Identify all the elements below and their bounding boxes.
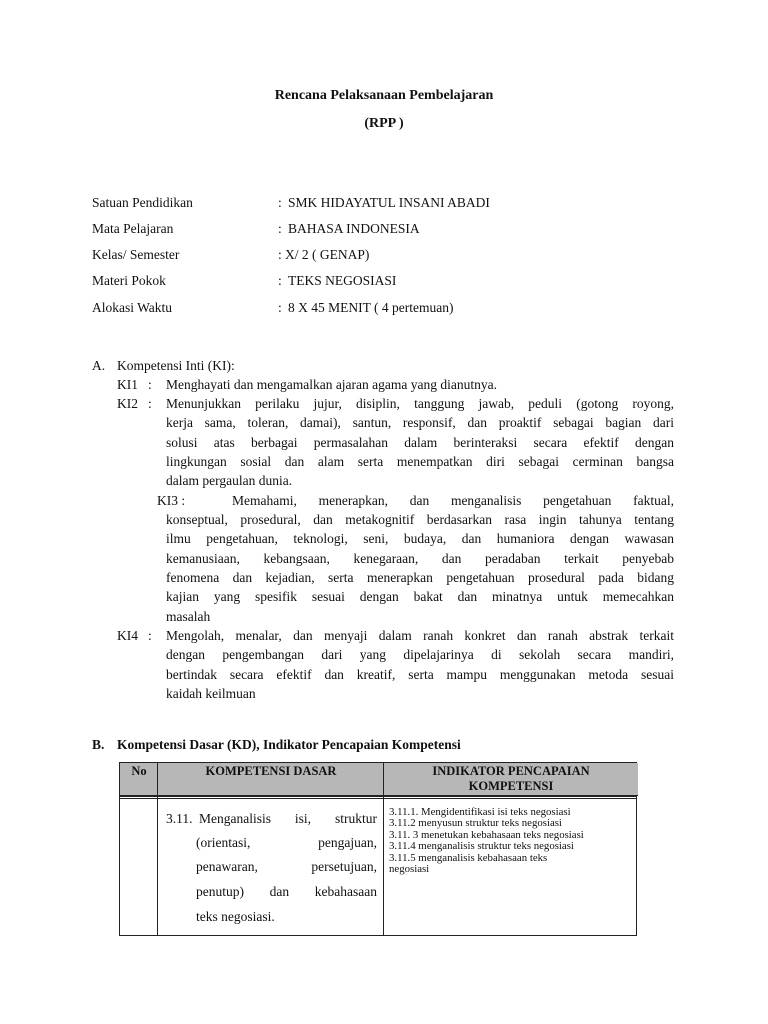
kd-word: dan bbox=[269, 884, 290, 899]
ki1-text: Menghayati dan mengamalkan ajaran agama yang dianutnya. bbox=[166, 377, 497, 392]
ki4-line: dengan pengembangan dari yang dipelajarinya di sekolah secara mandiri, bbox=[166, 647, 674, 662]
ki3-line: kajian yang spesifik sesuai dengan bakat dan minatnya untuk memecahkan bbox=[166, 589, 674, 604]
kd-text-line bbox=[196, 835, 377, 851]
indicator-item: 3.11.1. Mengidentifikasi isi teks negosiasi bbox=[389, 806, 571, 818]
ki3-line: Memahami, menerapkan, dan menganalisis pengetahuan faktual, bbox=[232, 493, 674, 508]
identity-colon: : bbox=[278, 195, 282, 210]
ki2-line: dalam pergaulan dunia. bbox=[166, 473, 293, 488]
column-divider bbox=[157, 763, 158, 935]
ki2-label: KI2 bbox=[117, 396, 138, 411]
section-b-marker: B. bbox=[92, 737, 105, 752]
section-a-heading: Kompetensi Inti (KI): bbox=[117, 358, 235, 373]
identity-label: Mata Pelajaran bbox=[92, 221, 174, 236]
kd-word: penawaran, bbox=[196, 859, 258, 874]
kd-number: 3.11. bbox=[166, 811, 193, 826]
section-a-marker: A. bbox=[92, 358, 106, 373]
header-indikator-line2: KOMPETENSI bbox=[468, 779, 554, 793]
kd-text-line bbox=[196, 859, 377, 875]
ki3-line: fenomena dan kejadian, serta menerapkan pengetahuan prosedural pada bidang bbox=[166, 570, 674, 585]
ki2-colon: : bbox=[148, 396, 152, 411]
ki3-label: KI3 : bbox=[157, 493, 186, 508]
indicator-item: negosiasi bbox=[389, 863, 430, 876]
kd-text-line: teks negosiasi. bbox=[196, 909, 275, 924]
ki4-colon: : bbox=[148, 628, 152, 643]
indicator-item: 3.11. 3 menetukan kebahasaan teks negosiasi bbox=[389, 828, 584, 841]
identity-label: Kelas/ Semester bbox=[92, 247, 180, 262]
identity-value-topic: TEKS NEGOSIASI bbox=[288, 273, 397, 288]
identity-label: Materi Pokok bbox=[92, 273, 166, 288]
kd-word: penutup) bbox=[196, 884, 244, 899]
kd-word: Menganalisis bbox=[199, 811, 271, 826]
ki4-line: Mengolah, menalar, dan menyaji dalam ranah konkret dan ranah abstrak terkait bbox=[166, 628, 674, 643]
identity-colon: : bbox=[278, 273, 282, 288]
header-no: No bbox=[131, 764, 147, 778]
document-title: Rencana Pelaksanaan Pembelajaran bbox=[274, 88, 494, 103]
ki4-line: bertindak secara efektif dan kreatif, serta mampu menggunakan metoda sesuai bbox=[166, 667, 674, 682]
identity-value-class: X/ 2 ( GENAP) bbox=[285, 247, 370, 262]
identity-colon: : bbox=[278, 247, 282, 262]
kd-word: pengajuan, bbox=[318, 835, 377, 850]
kd-word: kebahasaan bbox=[314, 884, 377, 899]
identity-colon: : bbox=[278, 300, 282, 315]
kd-word: struktur bbox=[334, 811, 377, 826]
ki2-line: lingkungan sosial dan alam serta menempatkan diri sebagai cerminan bangsa bbox=[166, 454, 674, 469]
ki3-line: ilmu pengetahuan, teknologi, seni, budaya, dan humaniora dengan wawasan bbox=[166, 531, 674, 546]
kd-table bbox=[119, 762, 637, 936]
ki2-line: solusi atas berbagai permasalahan dalam berinteraksi secara efektif dengan bbox=[166, 435, 674, 450]
ki3-line: kemanusiaan, kebangsaan, kenegaraan, dan peradaban terkait penyebab bbox=[166, 551, 674, 566]
identity-label: Satuan Pendidikan bbox=[92, 195, 193, 210]
header-indikator-line1: INDIKATOR PENCAPAIAN bbox=[432, 764, 590, 778]
kd-word: persetujuan, bbox=[311, 859, 377, 874]
identity-value-school: SMK HIDAYATUL INSANI ABADI bbox=[288, 195, 490, 210]
ki4-label: KI4 bbox=[117, 628, 138, 643]
ki2-line: kerja sama, toleran, damai), santun, responsif, dan proaktif sebagai bagian dari bbox=[166, 415, 674, 430]
identity-colon: : bbox=[278, 221, 282, 236]
kd-text-line bbox=[199, 811, 377, 827]
ki3-line: masalah bbox=[166, 609, 211, 624]
ki1-colon: : bbox=[148, 377, 152, 392]
ki3-line: konseptual, prosedural, dan metakognitif berdasarkan rasa ingin tahunya tentang bbox=[166, 512, 674, 527]
column-divider bbox=[383, 763, 384, 935]
indicator-item: 3.11.5 menganalisis kebahasaan teks bbox=[389, 851, 548, 864]
ki4-line: kaidah keilmuan bbox=[166, 686, 256, 701]
header-kompetensi-dasar: KOMPETENSI DASAR bbox=[205, 764, 337, 778]
identity-value-subject: BAHASA INDONESIA bbox=[288, 221, 420, 236]
document-subtitle: (RPP ) bbox=[364, 116, 404, 131]
indicator-item: 3.11.2 menyusun struktur teks negosiasi bbox=[389, 817, 562, 830]
kd-word: (orientasi, bbox=[196, 835, 251, 850]
identity-label: Alokasi Waktu bbox=[92, 300, 173, 315]
indicator-list bbox=[389, 807, 634, 875]
kd-word: isi, bbox=[294, 811, 312, 826]
row-divider bbox=[120, 798, 636, 799]
kd-text-line bbox=[196, 884, 377, 900]
indicator-item: 3.11.4 menganalisis struktur teks negosiasi bbox=[389, 840, 574, 853]
ki1-label: KI1 bbox=[117, 377, 138, 392]
section-b-heading: Kompetensi Dasar (KD), Indikator Pencapaian Kompetensi bbox=[117, 737, 461, 752]
identity-value-time: 8 X 45 MENIT ( 4 pertemuan) bbox=[288, 300, 454, 315]
ki2-line: Menunjukkan perilaku jujur, disiplin, tanggung jawab, peduli (gotong royong, bbox=[166, 396, 674, 411]
